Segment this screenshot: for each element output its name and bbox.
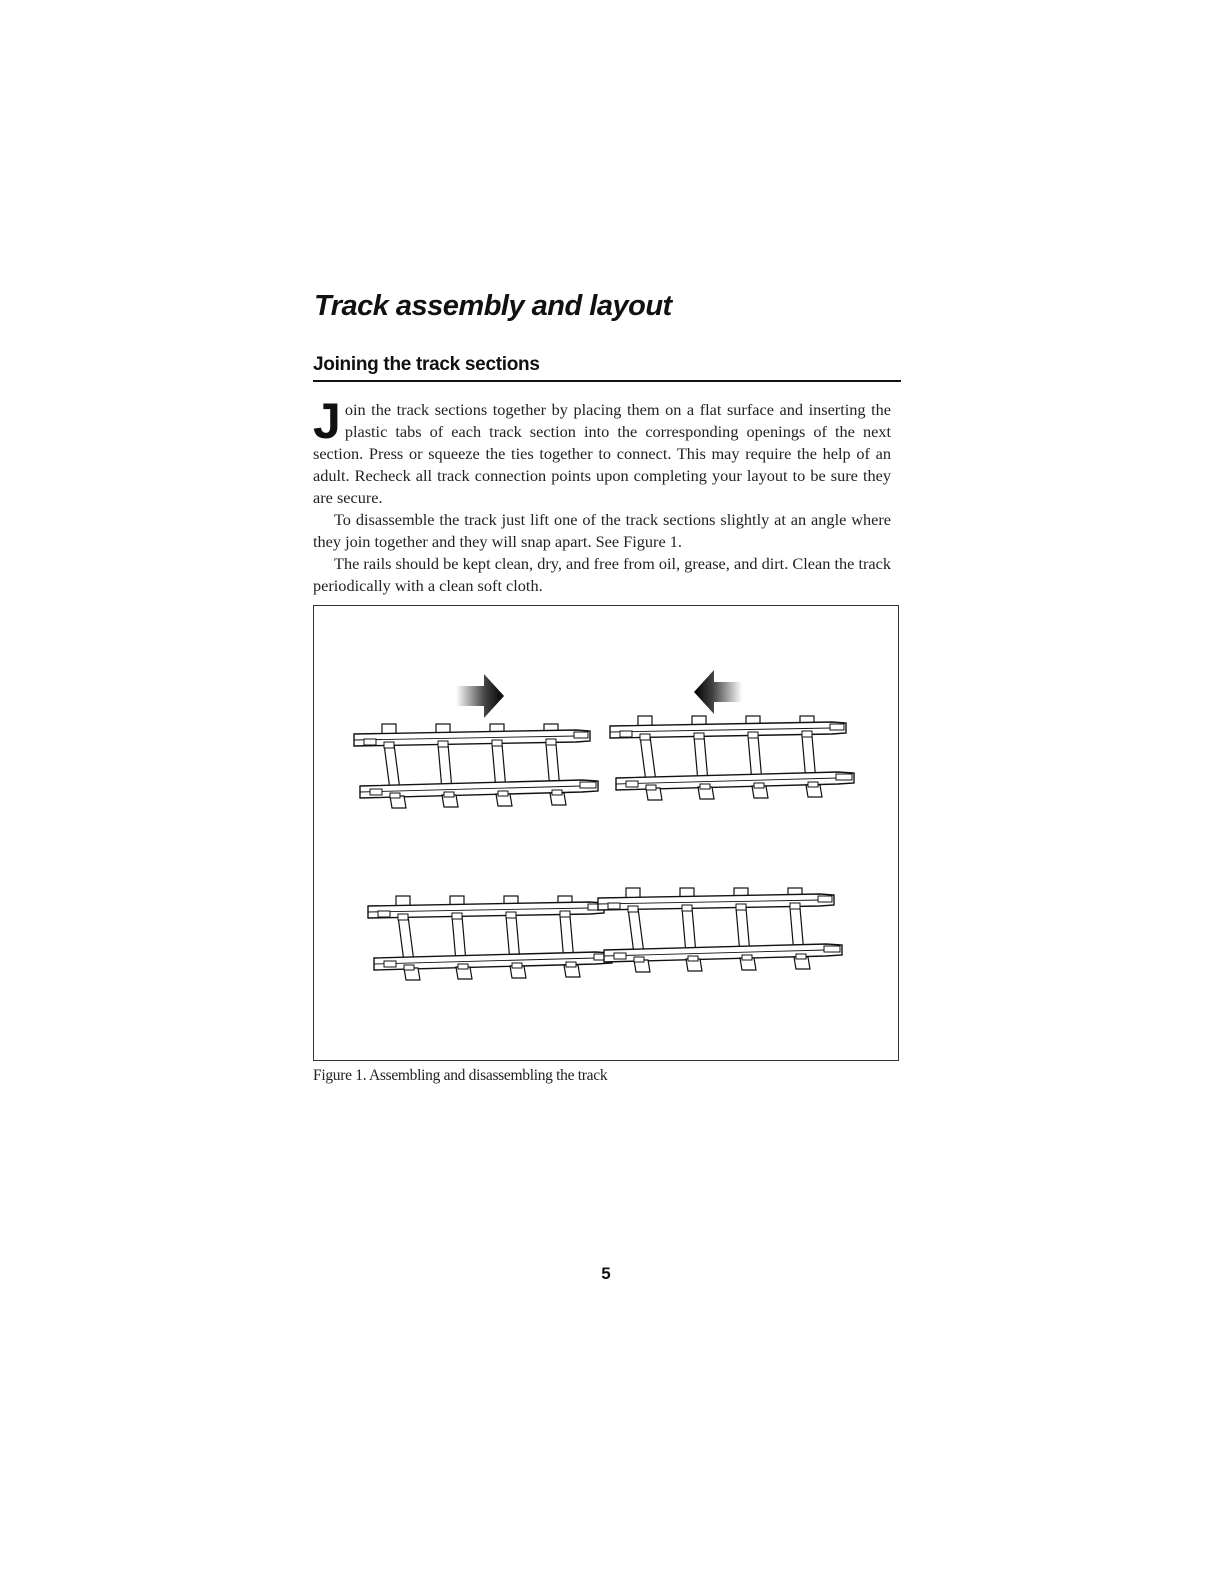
- track-section-bottom-left: [368, 896, 612, 980]
- track-section-top-right: [610, 716, 854, 800]
- paragraph-2: To disassemble the track just lift one of the track sections slightly at an angle where they join together and they will snap apart. See Figure 1.: [313, 510, 891, 551]
- track-section-bottom-right: [598, 888, 842, 972]
- arrow-right-icon: [456, 674, 504, 718]
- figure-1: [313, 605, 899, 1061]
- paragraph-1-text: oin the track sections together by placing them on a flat surface and inserting the plastic tabs of each track section into the corresponding openings of the next section. Press or squeeze the ties together to connect. This may require the help of an adult. Recheck all track connection points upon completing your layout to be sure they are secure.: [313, 400, 891, 507]
- section-heading: Joining the track sections: [313, 354, 901, 382]
- paragraph-3: The rails should be kept clean, dry, and free from oil, grease, and dirt. Clean the track periodically with a clean soft cloth.: [313, 554, 891, 595]
- arrow-left-icon: [694, 670, 742, 714]
- page-number: 5: [601, 1264, 611, 1283]
- track-illustration: [314, 606, 900, 1062]
- page-title: Track assembly and layout: [314, 290, 672, 322]
- track-section-top-left: [354, 724, 598, 808]
- section-body: [313, 393, 891, 597]
- figure-caption: Figure 1. Assembling and disassembling the track: [313, 1067, 608, 1084]
- drop-cap: J: [313, 393, 341, 449]
- paragraph-1: [313, 393, 891, 509]
